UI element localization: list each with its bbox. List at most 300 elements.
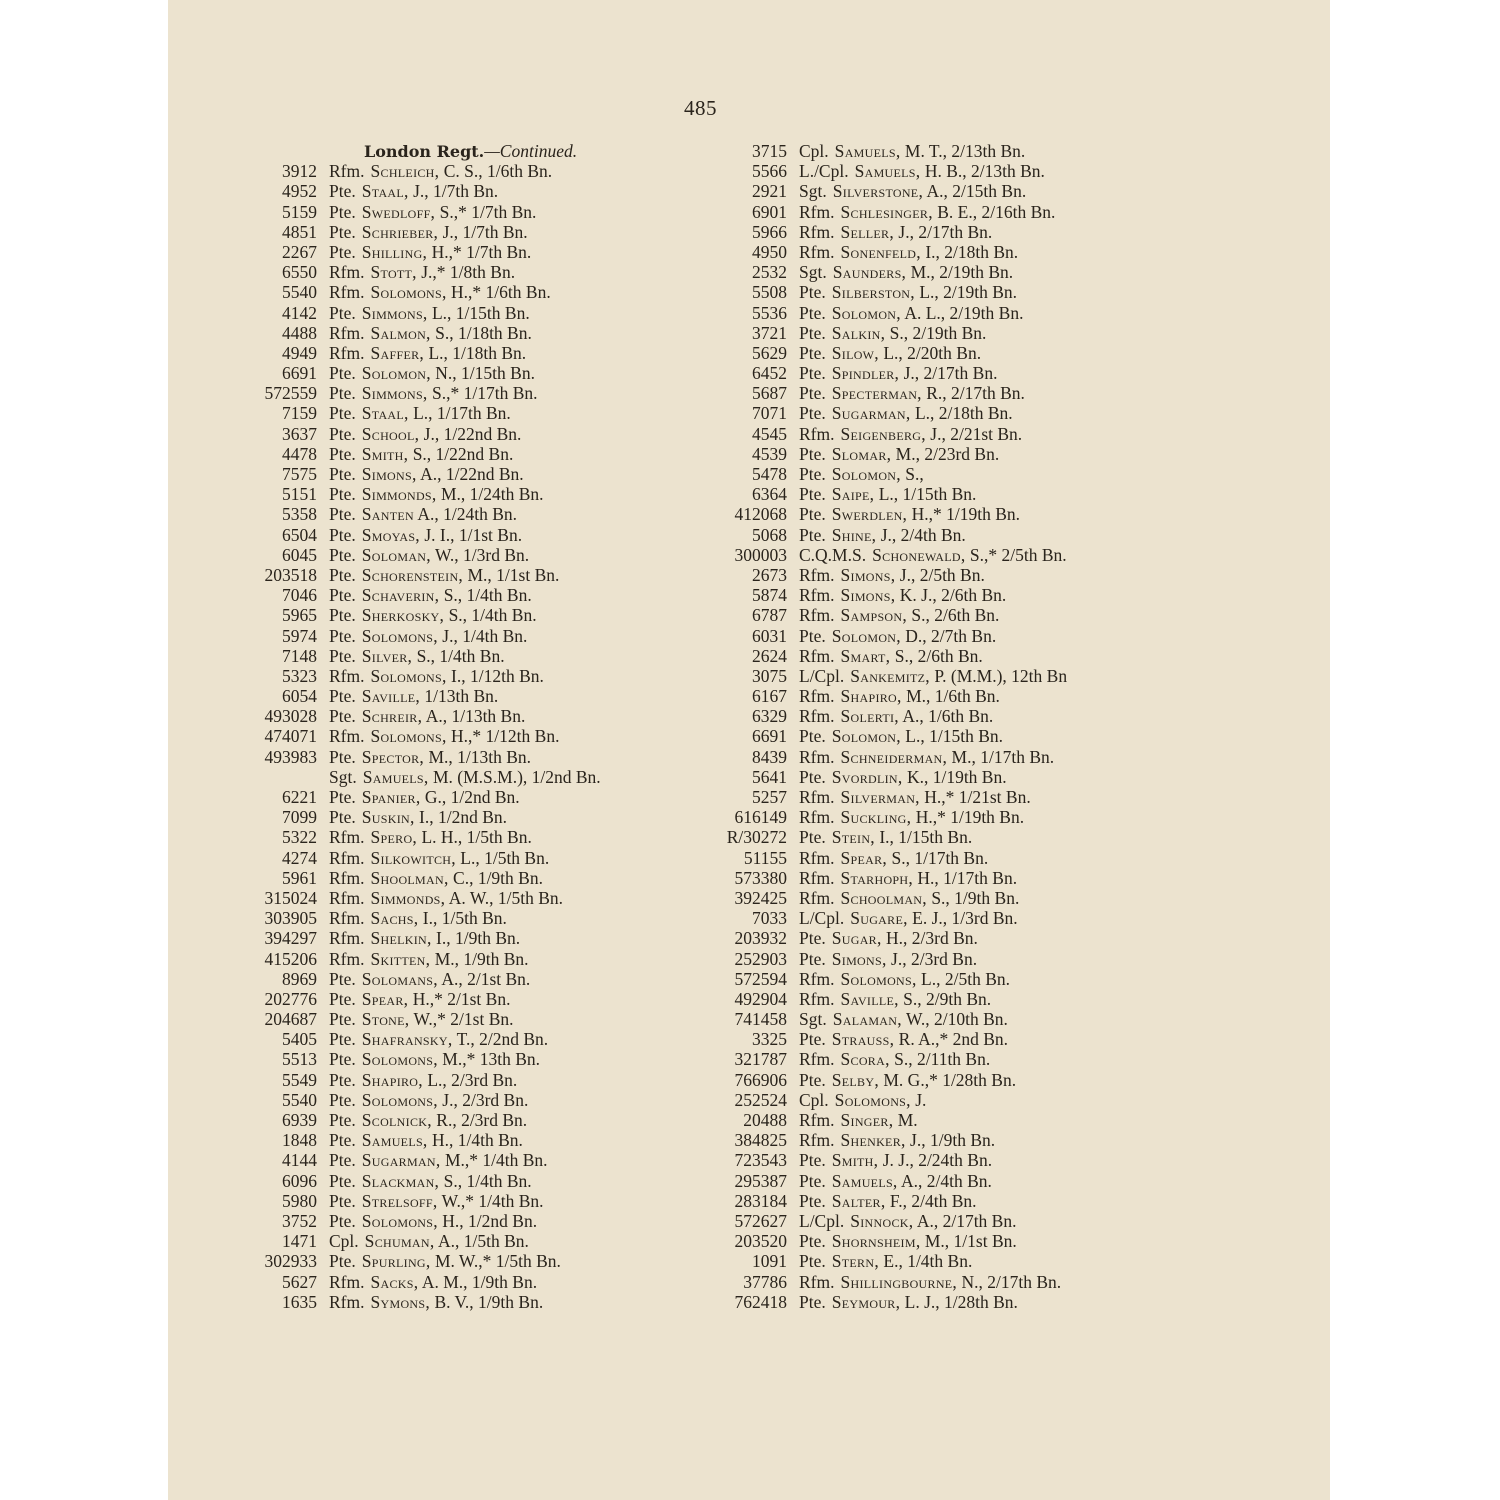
roll-entry [703,1070,1223,1090]
service-number: 3752 [282,1210,317,1231]
roll-entry [703,1090,1223,1110]
unit-details: C. S., 1/6th Bn. [443,161,553,182]
unit-details: L., 1/17th Bn. [413,403,511,424]
left-column [238,141,718,1312]
roll-entry [703,868,1223,888]
roll-entry [238,464,718,484]
rank: L./Cpl. [799,161,849,182]
unit-details: C., 1/9th Bn. [453,867,543,888]
surname: Solomons, [361,1049,438,1070]
roll-entry [238,1272,718,1292]
roll-entry [238,1150,718,1170]
roll-entry [703,262,1223,282]
unit-details: S., 2/11th Bn. [894,1049,991,1070]
surname: Solomon, [831,625,901,646]
rank: Cpl. [799,141,829,161]
surname: Sacks, [370,1271,419,1292]
entry-text [317,303,718,324]
rank: Rfm. [799,968,835,989]
unit-details: F., 2/4th Bn. [889,1190,977,1211]
unit-details: M., 1/6th Bn. [906,686,1000,707]
rank: Pte. [329,787,356,807]
service-number: 5405 [282,1029,317,1050]
surname: Sugarman, [831,403,911,424]
unit-details: K. J., 2/6th Bn. [899,585,1007,606]
entry-text [787,928,1223,949]
entry-text [317,161,718,182]
service-number: 5540 [282,1089,317,1110]
service-number: 6504 [282,524,317,545]
rank: Pte. [329,1029,356,1050]
surname: Skitten, [370,948,431,969]
service-number: 6031 [752,625,787,646]
unit-details: J., 2/4th Bn. [880,524,966,545]
rank: Pte. [329,201,356,222]
service-number: 300003 [734,544,787,565]
service-number: 4539 [752,443,787,464]
roll-entry [238,1130,718,1150]
service-number: 51155 [743,847,787,868]
roll-entry [703,949,1223,969]
roll-entry [703,1009,1223,1029]
unit-details: M. G.,* 1/28th Bn. [883,1069,1017,1090]
rank: Pte. [329,988,356,1009]
surname: Sonenfeld, [840,241,921,262]
unit-details: S., [905,464,924,484]
surname: Stern, [831,1251,879,1272]
rank: Pte. [329,423,356,444]
rank: Pte. [329,241,356,262]
entry-text [317,868,718,889]
service-number: 5980 [282,1190,317,1211]
surname: Spindler, [831,363,900,384]
rank: Pte. [799,928,826,949]
roll-entry [238,545,718,565]
surname: Shilling, [361,241,428,262]
unit-details: A., 2/1st Bn. [441,968,531,989]
unit-details: L. J., 1/28th Bn. [904,1291,1018,1312]
surname: Silverstone, [832,181,924,202]
roll-entry [238,1070,718,1090]
unit-details: P. (M.M.), 12th Bn [934,665,1068,686]
service-number: 5068 [752,524,787,545]
service-number: 20488 [743,1110,787,1130]
surname: Salter, [831,1190,886,1211]
rank: Rfm. [799,423,835,444]
rank: Sgt. [799,262,827,283]
service-number: 5540 [282,282,317,303]
entry-text [787,747,1223,768]
unit-details: R. A.,* 2nd Bn. [898,1029,1009,1050]
surname: Simmonds, [361,484,437,505]
service-number: 6364 [752,484,787,505]
surname: Schonewald, [872,544,966,565]
surname: Spear, [840,847,888,868]
service-number: 4478 [282,443,317,464]
roll-entry [238,1191,718,1211]
unit-details: J., 1/22nd Bn. [423,423,522,444]
unit-details: J. [915,1089,927,1110]
entry-text [317,363,718,384]
rank: L/Cpl. [799,1210,845,1231]
roll-entry [238,1292,718,1312]
unit-details: A. M., 1/9th Bn. [421,1271,538,1292]
rank: Pte. [329,686,356,707]
roll-entry [238,928,718,948]
service-number: 6221 [282,787,317,807]
service-number: 4851 [282,221,317,242]
entry-text [787,565,1223,586]
service-number: 283184 [734,1190,787,1211]
service-number: 4144 [282,1150,317,1171]
entry-text [787,646,1223,667]
unit-details: A., 1/24th Bn. [417,504,518,525]
service-number: 7046 [282,585,317,606]
unit-details: S., 1/22nd Bn. [412,443,514,464]
roll-entry [238,1049,718,1069]
unit-details: N., 1/15th Bn. [435,363,535,384]
surname: Saipe, [831,484,875,505]
roll-entry [238,1009,718,1029]
rank: Rfm. [799,887,835,908]
roll-entry [238,504,718,524]
service-number: 5687 [752,383,787,404]
unit-details: H., 1/4th Bn. [431,1130,523,1151]
surname: Seller, [840,221,895,242]
roll-entry [238,525,718,545]
rank: Rfm. [329,887,365,908]
entry-text [317,1251,718,1272]
surname: Silkowitch, [370,847,456,868]
surname: Scora, [840,1049,890,1070]
surname: Simons, [361,464,417,484]
unit-details: S., 1/4th Bn. [448,605,537,626]
entry-text [317,484,718,505]
surname: Shornsheim, [831,1231,921,1252]
roll-entry [238,403,718,423]
roll-entry [238,1251,718,1271]
surname: Simmons, [361,302,428,323]
surname: Schreir, [361,706,423,727]
service-number: 493028 [264,706,317,727]
entry-text [787,1211,1223,1232]
service-number: 4949 [282,342,317,363]
rank: Pte. [329,181,356,202]
service-number: 6901 [752,201,787,222]
entry-text [317,1049,718,1070]
roll-entry [703,1292,1223,1312]
unit-details: A., 2/15th Bn. [926,181,1027,202]
service-number: 7148 [282,645,317,666]
rank: C.Q.M.S. [799,544,867,565]
rank: Pte. [329,746,356,767]
rank: Rfm. [799,787,835,807]
surname: Solomans, [361,968,438,989]
service-number: 295387 [734,1170,787,1191]
roll-entry [703,484,1223,504]
surname: Suckling, [840,807,912,828]
service-number: 493983 [264,746,317,767]
surname: Staal, [361,403,409,424]
service-number: 8969 [282,968,317,989]
unit-details: A. L., 2/19th Bn. [904,302,1024,323]
unit-details: I., 2/18th Bn. [925,241,1019,262]
service-number: 7099 [282,807,317,828]
roll-entry [703,605,1223,625]
surname: Solomon, [831,464,901,484]
surname: Stone, [361,1009,410,1030]
service-number: 1848 [282,1130,317,1151]
rank: Rfm. [329,928,365,949]
service-number: 6939 [282,1110,317,1130]
rank: Cpl. [799,1089,829,1110]
service-number: 572559 [264,383,317,404]
surname: Shoolman, [370,867,449,888]
entry-text [787,303,1223,324]
service-number: 302933 [264,1251,317,1272]
rank: Rfm. [329,161,365,182]
roll-entry [238,444,718,464]
entry-text [787,827,1223,848]
document-page [168,0,1330,1500]
service-number: 7071 [752,403,787,424]
roll-entry [238,1171,718,1191]
entry-text [787,343,1223,364]
entry-text [317,1130,718,1151]
unit-details: H.,* 1/12th Bn. [451,726,560,747]
rank: Pte. [329,1210,356,1231]
rank: Pte. [799,625,826,646]
service-number: 1471 [282,1231,317,1252]
surname: Smith, [831,1150,879,1171]
rank: L/Cpl. [799,908,845,929]
entry-text [787,1130,1223,1151]
surname: Solomons, [370,726,447,747]
roll-entry [238,323,718,343]
surname: Solomons, [370,282,447,303]
rank: Pte. [329,403,356,424]
entry-text [317,222,718,243]
unit-details: H.,* 1/19th Bn. [915,807,1025,828]
rank: Pte. [799,403,826,424]
rank: Pte. [329,1251,356,1272]
roll-entry [703,888,1223,908]
unit-details: J., 2/3rd Bn. [442,1089,529,1110]
roll-entry [703,626,1223,646]
unit-details: H.,* 1/7th Bn. [431,241,532,262]
entry-text [317,403,718,424]
unit-details: M. (M.S.M.), 1/2nd Bn. [432,766,601,787]
unit-details: M. W.,* 1/5th Bn. [434,1251,561,1272]
surname: Saffer, [370,342,425,363]
rank: Pte. [799,524,826,545]
rank: Rfm. [329,262,365,283]
rank: Pte. [329,625,356,646]
surname: Sampson, [840,605,908,626]
unit-details: S.,* 1/7th Bn. [439,201,537,222]
unit-details: M., 1/13th Bn. [428,746,532,767]
service-number: 723543 [734,1150,787,1171]
entry-text [787,1110,1223,1131]
roll-entry [703,646,1223,666]
surname: Saville, [840,988,899,1009]
service-number: 5322 [282,827,317,848]
service-number: 5629 [752,342,787,363]
rank: Rfm. [799,746,835,767]
rank: Rfm. [329,867,365,888]
entry-text [317,686,718,707]
unit-details: H., 2/3rd Bn. [886,928,978,949]
entry-text [317,1272,718,1293]
rank: Sgt. [799,181,827,202]
roll-entry [238,807,718,827]
entry-text [787,585,1223,606]
surname: Specterman, [831,383,922,404]
entry-text [787,969,1223,990]
entry-text [787,484,1223,505]
roll-entry [238,383,718,403]
unit-details: E., 1/4th Bn. [883,1251,973,1272]
rank: Cpl. [329,1231,359,1252]
roll-entry [238,303,718,323]
unit-details: J., 2/5th Bn. [899,564,985,585]
surname: Silow, [831,342,879,363]
surname: Salaman, [832,1009,902,1030]
entry-text [787,242,1223,263]
unit-details: L., 2/5th Bn. [921,968,1010,989]
entry-text [787,686,1223,707]
entry-text [317,1231,718,1252]
unit-details: M.,* 13th Bn. [442,1049,541,1070]
entry-text [787,726,1223,747]
unit-details: W.,* 2/1st Bn. [413,1009,514,1030]
entry-text [787,545,1223,566]
rank: Pte. [799,1150,826,1171]
unit-details: M.,* 1/4th Bn. [444,1150,548,1171]
rank: Rfm. [799,585,835,606]
roll-entry [703,827,1223,847]
surname: Schoolman, [840,887,927,908]
entry-text [317,262,718,283]
surname: Salmon, [370,322,431,343]
roll-entry [238,626,718,646]
surname: Simons, [840,564,896,585]
entry-text [317,605,718,626]
roll-entry [238,726,718,746]
entry-text [317,767,718,788]
roll-entry [238,888,718,908]
rank: Pte. [799,1029,826,1050]
entry-text [317,827,718,848]
rank: Rfm. [329,908,365,929]
roll-entry [703,1191,1223,1211]
rank: Rfm. [329,665,365,686]
unit-details: M. [897,1110,918,1130]
entry-text [787,767,1223,788]
rank: Rfm. [799,221,835,242]
entry-text [317,989,718,1010]
entry-text [317,1150,718,1171]
rank: Pte. [799,302,826,323]
surname: Shelkin, [370,928,432,949]
roll-entry [703,1150,1223,1170]
surname: Solomon, [831,726,901,747]
unit-details: H., 1/17th Bn. [917,867,1018,888]
service-number: 6691 [282,363,317,384]
unit-details: A., 1/13th Bn. [425,706,526,727]
service-number: 3715 [752,141,787,161]
entry-text [787,525,1223,546]
service-number: 2532 [752,262,787,283]
service-number: 5323 [282,665,317,686]
roll-entry [703,303,1223,323]
unit-details: G., 1/2nd Bn. [424,787,520,807]
heading-text [317,141,718,162]
surname: Samuels, [831,1170,898,1191]
unit-details: J. J., 2/24th Bn. [882,1150,993,1171]
rank: Rfm. [799,201,835,222]
service-number: 8439 [752,746,787,767]
unit-details: H.,* 1/19th Bn. [911,504,1021,525]
entry-text [317,726,718,747]
roll-entry [238,646,718,666]
surname: Shafransky, [361,1029,453,1050]
entry-text [317,908,718,929]
service-number: 203932 [734,928,787,949]
unit-details: W., 1/3rd Bn. [434,544,530,565]
surname: Schuman, [364,1231,435,1252]
entry-text [317,504,718,525]
roll-entry [703,928,1223,948]
rank: Pte. [799,363,826,384]
service-number: 5874 [752,585,787,606]
rank: Pte. [329,524,356,545]
roll-entry [238,767,718,787]
rank: Pte. [799,766,826,787]
entry-text [787,141,1223,162]
surname: Staal, [361,181,409,202]
unit-details: S., 2/6th Bn. [911,605,1000,626]
surname: Scolnick, [361,1110,432,1130]
entry-text [317,242,718,263]
unit-details: L., 1/18th Bn. [428,342,527,363]
surname: Schlesinger, [840,201,933,222]
service-number: 5508 [752,282,787,303]
surname: Solomon, [361,363,431,384]
entry-text [317,202,718,223]
roll-entry [703,161,1223,181]
surname: Silberston, [831,282,915,303]
rank: Pte. [329,1049,356,1070]
service-number: 2267 [282,241,317,262]
roll-entry [703,363,1223,383]
entry-text [317,787,718,808]
rank: Pte. [799,1231,826,1252]
service-number: 2673 [752,564,787,585]
rank: Pte. [329,484,356,505]
rank: Pte. [799,383,826,404]
unit-details: S., 2/9th Bn. [903,988,992,1009]
roll-entry [238,868,718,888]
roll-entry [238,666,718,686]
service-number: 252524 [734,1089,787,1110]
roll-entry [703,908,1223,928]
rank: Sgt. [799,1009,827,1030]
service-number: 203520 [734,1231,787,1252]
entry-text [317,1090,718,1111]
roll-entry [703,1171,1223,1191]
entry-text [317,848,718,869]
